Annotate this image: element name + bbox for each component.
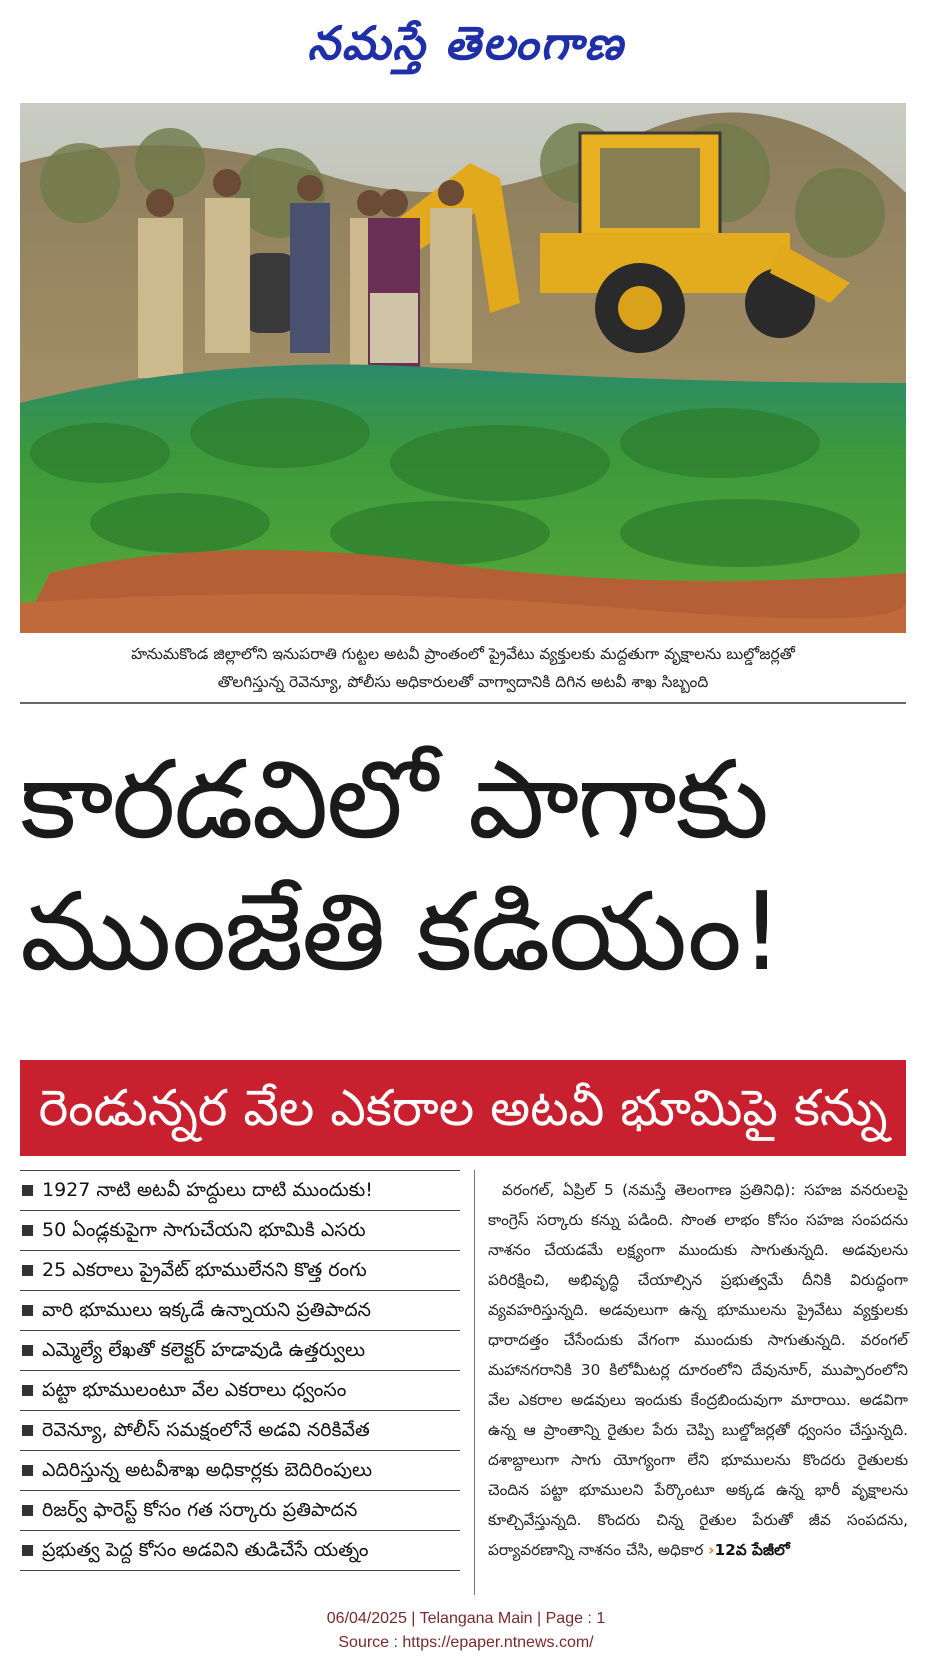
bullet-square-icon <box>22 1385 33 1396</box>
bullet-square-icon <box>22 1345 33 1356</box>
bullet-square-icon <box>22 1225 33 1236</box>
continued-label: 12వ పేజీలో <box>714 1541 790 1559</box>
highlights-list <box>20 1170 460 1571</box>
bullet-square-icon <box>22 1465 33 1476</box>
story-text: వరంగల్, ఏప్రిల్ 5 (నమస్తే తెలంగాణ ప్రతినిధి): సహజ వనరులపై కాంగ్రెస్ సర్కారు కన్ను పడింది. సొంత లాభం కోసం సహజ సంపదను నాశనం చేయడమే లక్ష్యంగా ముందుకు సాగుతున్నది. అడవులను పరిరక్షించి, అభివృద్ధి చేయాల్సిన ప్రభుత్వమే దీనికి విరుద్ధంగా వ్యవహరిస్తున్నది. అడవులుగా ఉన్న భూములను ప్రైవేటు వ్యక్తులకు ధారాదత్తం చేసేందుకు వేగంగా ముందుకు సాగుతున్నది. వరంగల్ మహానగరానికి 30 కిలోమీటర్ల దూరంలోని దేవునూర్, ముప్పారంలోని వేల ఎకరాల అడవులు ఇందుకు కేంద్రబిందువుగా మారాయి. అడవిగా ఉన్న ఆ ప్రాంతాన్ని రైతుల పేరు చెప్పి బుల్డోజర్లతో ధ్వంసం చేస్తున్నది. దశాబ్దాలుగా సాగు యోగ్యంగా లేని భూములను కొందరు రైతులకు చెందిన పట్టా భూములని పేర్కొంటూ అక్కడ ఉన్న భారీ వృక్షాలను కూల్చివేస్తున్నది. కొందరు చిన్న రైతుల పేరుతో జీవ సంపదను, పర్యావరణాన్ని నాశనం చేసి, అధికార <box>488 1181 908 1559</box>
highlight-item <box>20 1371 460 1411</box>
highlight-item <box>20 1211 460 1251</box>
story-body <box>488 1175 908 1565</box>
highlight-text: ఎమ్మెల్యే లేఖతో కలెక్టర్ హడావుడి ఉత్తర్వులు <box>42 1339 366 1361</box>
highlight-text: ప్రభుత్వ పెద్ద కోసం అడవిని తుడిచేసే యత్నం <box>42 1539 369 1561</box>
caption-line-1: హనుమకొండ జిల్లాలోని ఇనుపరాతి గుట్టల అటవీ ప్రాంతంలో ప్రైవేటు వ్యక్తులకు మద్దతుగా వృక్షాలను బుల్డోజర్లతో <box>131 645 795 663</box>
highlight-item <box>20 1491 460 1531</box>
bullet-square-icon <box>22 1265 33 1276</box>
highlight-text: రెవెన్యూ, పోలీస్ సమక్షంలోనే అడవి నరికివేత <box>42 1419 370 1441</box>
highlight-text: 50 ఏండ్లకుపైగా సాగుచేయని భూమికి ఎసరు <box>42 1219 366 1241</box>
subheadline-banner <box>20 1060 906 1156</box>
column-divider <box>474 1170 475 1595</box>
caption-divider <box>20 702 906 704</box>
highlight-item <box>20 1291 460 1331</box>
headline-line-1: కారడవిలో పాగాకు <box>20 738 768 863</box>
bullet-square-icon <box>22 1305 33 1316</box>
footer-dateline: 06/04/2025 | Telangana Main | Page : 1 <box>326 1610 606 1627</box>
highlight-text: ఎదిరిస్తున్న అటవీశాఖ అధికార్లకు బెదిరింపులు <box>42 1459 373 1481</box>
continued-on-page <box>708 1541 790 1559</box>
bullet-square-icon <box>22 1505 33 1516</box>
highlight-item <box>20 1331 460 1371</box>
headline-line-2: ముంజేతి కడియం! <box>20 870 782 995</box>
headline <box>20 735 906 999</box>
highlight-text: 25 ఎకరాలు ప్రైవేట్ భూములేనని కొత్త రంగు <box>42 1259 367 1281</box>
photo-caption <box>20 640 906 696</box>
continue-arrow-icon: › <box>708 1541 715 1559</box>
highlight-text: పట్టా భూములంటూ వేల ఎకరాలు ధ్వంసం <box>42 1379 347 1401</box>
bullet-square-icon <box>22 1545 33 1556</box>
masthead <box>0 8 932 78</box>
news-photo <box>20 103 906 633</box>
highlight-item <box>20 1411 460 1451</box>
highlight-text: 1927 నాటి అటవీ హద్దులు దాటి ముందుకు! <box>42 1179 373 1201</box>
highlight-item <box>20 1451 460 1491</box>
footer-source: Source : https://epaper.ntnews.com/ <box>338 1634 594 1651</box>
highlight-text: రిజర్వ్ ఫారెస్ట్ కోసం గత సర్కారు ప్రతిపాదన <box>42 1499 358 1521</box>
news-photo-illustration <box>20 103 906 633</box>
subheadline-text: రెండున్నర వేల ఎకరాల అటవీ భూమిపై కన్ను <box>38 1079 888 1137</box>
highlight-item <box>20 1251 460 1291</box>
highlight-item <box>20 1171 460 1211</box>
highlight-text: వారి భూములు ఇక్కడే ఉన్నాయని ప్రతిపాదన <box>42 1299 371 1321</box>
masthead-title: నమస్తే తెలంగాణ <box>307 16 625 70</box>
bullet-square-icon <box>22 1185 33 1196</box>
caption-line-2: తొలగిస్తున్న రెవెన్యూ, పోలీసు అధికారులతో వాగ్వాదానికి దిగిన అటవీ శాఖ సిబ్బంది <box>217 673 709 691</box>
highlight-item <box>20 1531 460 1571</box>
bullet-square-icon <box>22 1425 33 1436</box>
